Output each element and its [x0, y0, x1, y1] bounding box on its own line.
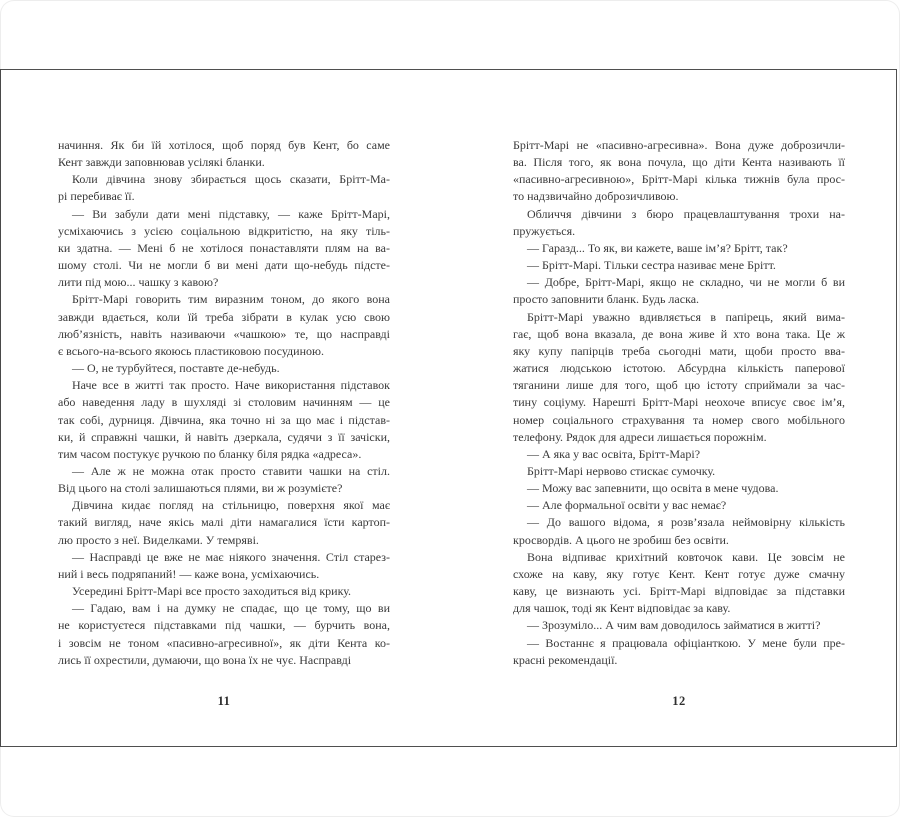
- text-line: лити під мою... чашку з кавою?: [58, 275, 219, 290]
- text-line: — Гадаю, вам і на думку не спадає, що це тому, що ви: [72, 601, 390, 616]
- text-line: люб’язність, навіть називаючи «чашкою» те, що насправді: [58, 326, 390, 341]
- text-line: і зовсім не тоном «пасивно-агресивної», як діти Кента ко-: [58, 635, 390, 650]
- text-line: — Добре, Брітт-Марі, якщо не складно, чи не могли б ви: [527, 275, 845, 290]
- text-line: красні рекомендації.: [513, 652, 618, 667]
- text-line: Брітт-Марі не «пасивно-агресивна». Вона дуже доброзичли-: [513, 138, 845, 152]
- paragraph: [58, 206, 390, 292]
- text-line: лись її охрестили, думаючи, що вона їх не чує. Насправді: [58, 652, 352, 667]
- text-line: не користуєтеся підставками під чашки, — бурчить вона,: [58, 618, 390, 633]
- text-line: Брітт-Марі говорить тим виразним тоном, до якого вона: [72, 292, 390, 307]
- text-line: ний і весь подряпаний! — каже вона, усміхаючись.: [58, 566, 320, 581]
- text-line: завжди вдається, коли їй треба зібрати в кулак усю свою: [58, 309, 390, 324]
- text-line: Коли дівчина знову збирається щось сказати, Брітт-Ма-: [72, 172, 390, 187]
- text-line: Дівчина кидає погляд на стільницю, поверхня якої має: [72, 498, 390, 513]
- text-line: то надзвичайно доброзичливою.: [513, 189, 679, 204]
- text-line: лю просто з неї. Виделками. У темряві.: [58, 532, 259, 547]
- text-line: Вона відпиває крихітний ковточок кави. Це зовсім не: [527, 549, 845, 564]
- text-line: такий вигляд, наче якісь малі діти намагалися їсти картоп-: [58, 515, 390, 530]
- paragraph: [513, 206, 845, 240]
- text-line: — А яка у вас освіта, Брітт-Марі?: [527, 446, 701, 461]
- text-line: Обличчя дівчини з бюро працевлаштування трохи на-: [527, 206, 845, 221]
- paragraph: [58, 549, 390, 583]
- paragraph: [513, 446, 845, 463]
- text-line: каву, це визнають усі. Брітт-Марі відповідає за підставки: [513, 584, 845, 599]
- text-line: тяганини лише для того, щоб цю істоту сприймали за час-: [513, 378, 845, 393]
- text-line: телефону. Рядок для адреси лишається порожнім.: [513, 429, 767, 444]
- page-number: 12: [672, 694, 686, 708]
- text-line: тим часом постукує ручкою по бланку біля рядка «адреса».: [58, 446, 362, 461]
- text-line: шому столі. Чи не могли б ви мені дати що-небудь підсте-: [58, 258, 390, 273]
- text-line: номер соціального страхування та номер свого мобільного: [513, 412, 845, 427]
- text-line: для чашок, тоді як Кент відповідає за каву.: [513, 601, 731, 616]
- text-line: — До вашого відома, я розв’язала неймовірну кількість: [527, 515, 845, 530]
- text-line: Від цього на столі залишаються плями, ви ж розумієте?: [58, 481, 343, 496]
- text-line: гає, щоб вона вказала, де вона живе й хто вона така. Це ж: [513, 326, 845, 341]
- text-line: Брітт-Марі нервово стискає сумочку.: [527, 463, 716, 478]
- text-line: тину соціуму. Нарешті Брітт-Марі неохоче вписує своє ім’я,: [513, 395, 845, 410]
- text-line: так собі, дурниця. Дівчина, яка точно ні за що має і підстав-: [58, 412, 390, 427]
- text-line: яку купу папірців треба сьогодні мати, щоби просто вва-: [513, 343, 845, 358]
- paragraph: [513, 480, 845, 497]
- text-line: — Брітт-Марі. Тільки сестра називає мене Брітт.: [527, 258, 776, 273]
- paragraph: [58, 497, 390, 548]
- paragraph: [513, 274, 845, 308]
- paragraph: [513, 463, 845, 480]
- text-line: усміхаючись з усією соціальною відкритістю, на яку тіль-: [58, 223, 390, 238]
- text-line: просто заповнити бланк. Будь ласка.: [513, 292, 700, 307]
- text-line: — Востаннє я працювала офіціанткою. У мене були пре-: [527, 635, 845, 650]
- text-line: є всього-на-всього якоюсь пластиковою посудиною.: [58, 343, 324, 358]
- text-line: схоже на каву, яку готує Кент. Кент готує дуже смачну: [513, 566, 845, 581]
- text-line: Кент завжди заповнював усілякі бланки.: [58, 155, 265, 170]
- text-column: [58, 137, 390, 669]
- text-line: — Ви забули дати мені підставку, — каже Брітт-Марі,: [72, 206, 390, 221]
- text-line: — О, не турбуйтеся, поставте де-небудь.: [72, 361, 280, 376]
- paragraph: [513, 309, 845, 446]
- paragraph: [513, 514, 845, 548]
- text-line: — Але формальної освіти у вас немає?: [527, 498, 727, 513]
- paragraph: [513, 240, 845, 257]
- text-line: Наче все в житті так просто. Наче використання підставок: [72, 378, 390, 393]
- text-column: [513, 137, 845, 669]
- paragraph: [513, 257, 845, 274]
- page-number: 11: [217, 694, 231, 708]
- text-line: — Але ж не можна отак просто ставити чашки на стіл.: [72, 463, 390, 478]
- text-line: — Зрозуміло... А чим вам доводилось займатися в житті?: [527, 618, 821, 633]
- paragraph: [58, 600, 390, 669]
- text-line: — Можу вас запевнити, що освіта в мене чудова.: [527, 481, 779, 496]
- paragraph: [58, 137, 390, 171]
- paragraph: [513, 137, 845, 206]
- text-line: ки, й справжні чашки, й навіть дзеркала, судячи з її зачіски,: [58, 429, 390, 444]
- paragraph: [58, 291, 390, 360]
- paragraph: [58, 171, 390, 205]
- text-line: або наведення ладу в шухляді зі столовим начинням — це: [58, 395, 390, 410]
- paragraph: [513, 497, 845, 514]
- text-line: Брітт-Марі уважно вдивляється в папірець, який вима-: [527, 309, 845, 324]
- text-line: рі перебиває її.: [58, 189, 135, 204]
- text-line: ва. Після того, як вона почула, що діти Кента називають її: [513, 155, 845, 170]
- text-line: начиння. Як би їй хотілося, щоб поряд був Кент, бо саме: [58, 138, 390, 152]
- text-line: ки здатна. — Мені б не хотілося понаставляти плям на ва-: [58, 240, 390, 255]
- paragraph: [58, 583, 390, 600]
- paragraph: [58, 463, 390, 497]
- paragraph: [513, 635, 845, 669]
- text-line: пружується.: [513, 223, 576, 238]
- text-line: кросвордів. А цього не зробиш без освіти.: [513, 532, 729, 547]
- paragraph: [58, 360, 390, 377]
- text-line: — Гаразд... То як, ви кажете, ваше ім’я? Брітт, так?: [527, 240, 788, 255]
- paragraph: [513, 549, 845, 618]
- paragraph: [58, 377, 390, 463]
- text-line: «пасивно-агресивною», Брітт-Марі кілька тижнів була прос-: [513, 172, 845, 187]
- text-line: Усередині Брітт-Марі все просто заходиться від крику.: [72, 584, 352, 599]
- paragraph: [513, 617, 845, 634]
- text-line: жатися людською істотою. Абсурдна кількість паперової: [513, 361, 845, 376]
- text-line: — Насправді це вже не має ніякого значення. Стіл старез-: [72, 549, 390, 564]
